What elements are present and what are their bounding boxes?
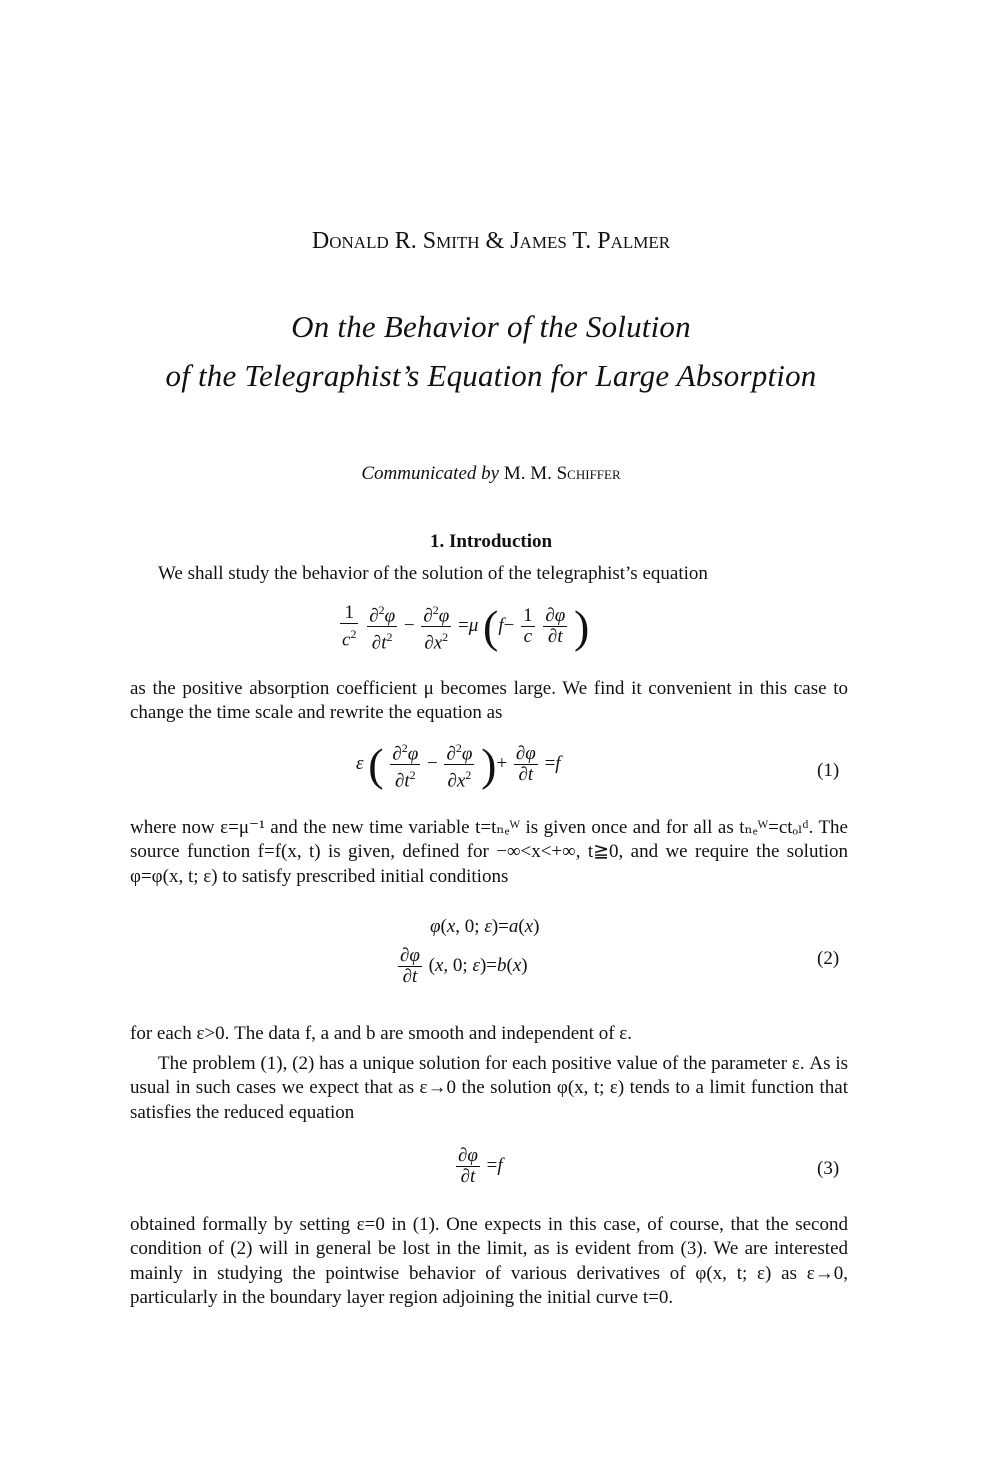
paragraph-5: The problem (1), (2) has a unique solution for each positive value of the parameter ε. As is usual in such cases we expect that as ε→0 the solution φ(x, t; ε) tends to a limit function that satisfies the reduced equation	[130, 1053, 848, 1123]
paragraph-2: as the positive absorption coefficient μ becomes large. We find it convenient in this case to change the time scale and rewrite the equation as	[130, 678, 848, 724]
section-heading: 1. Introduction	[429, 531, 553, 552]
equation-2a: φ(x, 0; ε)=a(x)	[430, 916, 540, 937]
equation-number-3: (3)	[817, 1158, 840, 1179]
title-line-2: of the Telegraphist’s Equation for Large Absorption	[165, 358, 817, 393]
paragraph-1: We shall study the behavior of the solution of the telegraphist’s equation	[158, 563, 708, 584]
communicator-name: M. M. Schiffer	[503, 463, 621, 484]
paragraph-3: where now ε=μ⁻¹ and the new time variable t=tₙₑᵂ is given once and for all as tₙₑᵂ=ctₒₗᵈ. The source function f=f(x, t) is given, defined for −∞<x<+∞, t≧0, and we require the solution φ=φ(x, t; ε) to satisfy prescribed initial conditions	[130, 817, 848, 887]
title-line-1: On the Behavior of the Solution	[291, 309, 691, 344]
paragraph-6: obtained formally by setting ε=0 in (1). One expects in this case, of course, that the second condition of (2) will in general be lost in the limit, as is evident from (3). We are interested mainly in studying the pointwise behavior of various derivatives of φ(x, t; ε) as ε→0, particularly in the boundary layer region adjoining the initial curve t=0.	[130, 1214, 848, 1308]
equation-1: ε ( $\frac{\partial^2\varphi}{\partial t^2}$ − $\frac{\partial^2\varphi}{\partial x^2}$ )+ $\frac{\partial\varphi}{\partial t}$ =f	[356, 738, 561, 792]
authors: Donald R. Smith & James T. Palmer	[311, 228, 671, 254]
paragraph-4: for each ε>0. The data f, a and b are smooth and independent of ε.	[130, 1023, 633, 1044]
equation-number-1: (1)	[817, 760, 840, 781]
equation-2b: $\frac{\partial\varphi}{\partial t}$ (x, 0; ε)=b(x)	[400, 945, 528, 987]
communicated-by	[0, 463, 982, 485]
equation-number-2: (2)	[817, 948, 840, 969]
equation-telegraph: $\frac{1}{c^2}$ $\frac{\partial^2\varphi}{\partial t^2}$ − $\frac{\partial^2\varphi}{\partial x^2}$ =μ (f− $\frac{1}{c}$ $\frac{\partial\varphi}{\partial t}$ )	[342, 600, 590, 654]
communicated-prefix: Communicated by	[361, 463, 500, 484]
equation-3: $\frac{\partial\varphi}{\partial t}$ =f	[458, 1145, 503, 1187]
